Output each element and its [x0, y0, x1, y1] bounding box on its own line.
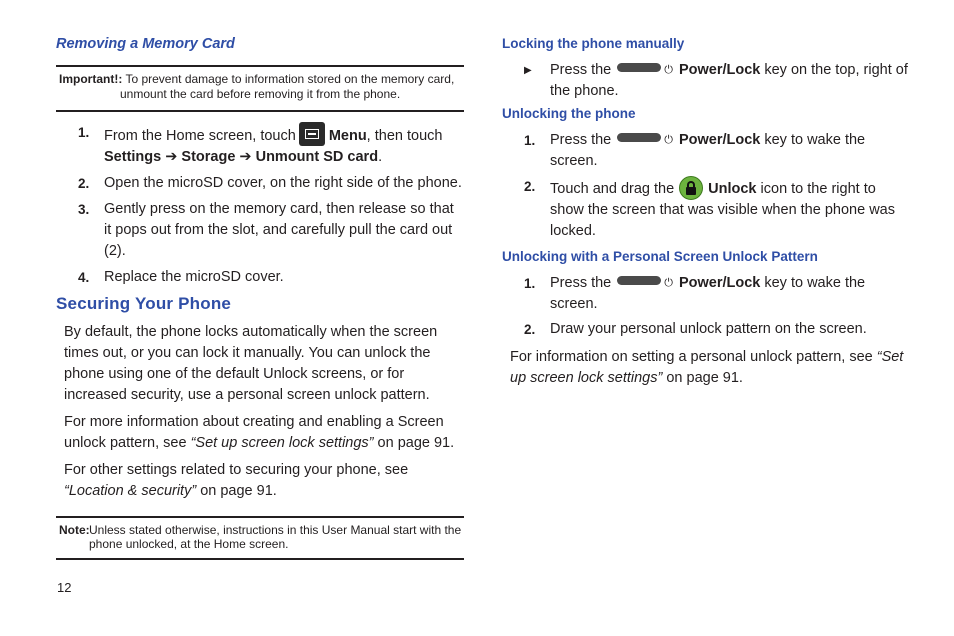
- cross-reference-link[interactable]: “Location & security”: [64, 483, 197, 499]
- screen-unlock-paragraph: [56, 412, 464, 454]
- important-text-line2: unmount the card before removing it from the phone.: [120, 87, 401, 101]
- step-text: , then touch: [366, 128, 443, 144]
- step-2: [56, 173, 464, 194]
- step-number: 3.: [78, 202, 90, 217]
- triangle-bullet-icon: ▶: [524, 65, 532, 76]
- other-settings-paragraph: [56, 460, 464, 502]
- step-text: Press the: [550, 132, 612, 148]
- removing-memory-card-heading: Removing a Memory Card: [56, 36, 235, 52]
- step-3: [56, 199, 464, 262]
- power-symbol-icon: ⏻: [664, 134, 673, 146]
- cross-reference-link[interactable]: “Set up screen lock settings”: [510, 349, 904, 386]
- menu-label: Menu: [328, 128, 367, 144]
- menu-icon: [299, 122, 325, 146]
- power-lock-label: Power/Lock: [678, 275, 761, 291]
- step-text: key to wake the screen.: [550, 275, 866, 312]
- step-number: 2.: [78, 176, 90, 191]
- power-lock-label: Power/Lock: [678, 132, 761, 148]
- important-callout: [56, 65, 464, 112]
- paragraph-text: For more information about creating and enabling a Screen unlock pattern, see: [64, 414, 444, 451]
- step-number: 2.: [524, 322, 536, 337]
- note-text: Unless stated otherwise, instructions in this User Manual start with the phone unlocked, at the Home screen.: [89, 523, 462, 551]
- locking-heading: Locking the phone manually: [502, 36, 685, 51]
- unlock-step-2: [502, 176, 912, 242]
- power-key-icon: [617, 63, 661, 72]
- paragraph-text: For information on setting a personal unlock pattern, see: [510, 349, 877, 365]
- step-text: .: [378, 149, 383, 165]
- important-text-line1: To prevent damage to information stored on the memory card,: [125, 72, 455, 86]
- step-text: Touch and drag the: [550, 181, 675, 197]
- step-number: 2.: [524, 179, 536, 194]
- securing-your-phone-heading: Securing Your Phone: [56, 294, 232, 313]
- step-text: Draw your personal unlock pattern on the screen.: [550, 321, 867, 337]
- paragraph-text: For other settings related to securing your phone, see: [64, 462, 409, 478]
- step-number: 1.: [524, 133, 536, 148]
- unlock-label: Unlock: [708, 181, 757, 197]
- unlock-step-1: [502, 130, 912, 172]
- step-number: 1.: [524, 276, 536, 291]
- right-column: [502, 36, 912, 389]
- securing-paragraph: By default, the phone locks automatically when the screen times out, or you can lock it manually. You can unlock the phone using one of the default Unlock screens, or for increased security, use a personal screen unlock pattern.: [64, 324, 438, 403]
- unlocking-heading: Unlocking the phone: [502, 106, 636, 121]
- pattern-info-paragraph: [502, 347, 912, 389]
- locking-bullet: [502, 60, 912, 102]
- paragraph-text: on page 91.: [196, 483, 277, 499]
- power-lock-label: Power/Lock: [678, 62, 761, 78]
- step-text: Press the: [550, 62, 612, 78]
- step-text: key to wake the screen.: [550, 132, 866, 169]
- note-callout: [56, 516, 464, 560]
- step-text: Gently press on the memory card, then release so that it pops out from the slot, and carefully pull the card out (2).: [104, 201, 454, 259]
- step-text: From the Home screen, touch: [104, 128, 296, 144]
- power-key-icon: [617, 276, 661, 285]
- paragraph-text: on page 91.: [662, 370, 743, 386]
- step-4: [56, 267, 464, 288]
- step-text: key on the top, right of the phone.: [550, 62, 908, 99]
- left-column: [56, 36, 464, 560]
- step-text: Press the: [550, 275, 612, 291]
- step-number: 1.: [78, 125, 90, 140]
- pattern-heading: Unlocking with a Personal Screen Unlock Pattern: [502, 249, 818, 264]
- pattern-step-1: [502, 273, 912, 315]
- paragraph-text: on page 91.: [373, 435, 455, 451]
- power-symbol-icon: ⏻: [664, 277, 673, 289]
- cross-reference-link[interactable]: “Set up screen lock settings”: [190, 435, 374, 451]
- important-label: Important!:: [59, 72, 123, 86]
- pattern-step-2: [502, 319, 912, 340]
- power-key-icon: [617, 133, 661, 142]
- step-text: icon to the right to show the screen that was visible when the phone was locked.: [550, 181, 895, 239]
- step-text: Open the microSD cover, on the right side of the phone.: [104, 175, 462, 191]
- page-number: 12: [57, 580, 72, 595]
- settings-path: Settings ➔ Storage ➔ Unmount SD card: [104, 149, 379, 165]
- note-label: Note:: [59, 523, 90, 537]
- power-symbol-icon: ⏻: [664, 64, 673, 76]
- removing-steps: [56, 122, 464, 288]
- step-number: 4.: [78, 270, 90, 285]
- unlock-icon: [679, 176, 703, 200]
- step-text: Replace the microSD cover.: [104, 269, 284, 285]
- step-1: [56, 122, 464, 168]
